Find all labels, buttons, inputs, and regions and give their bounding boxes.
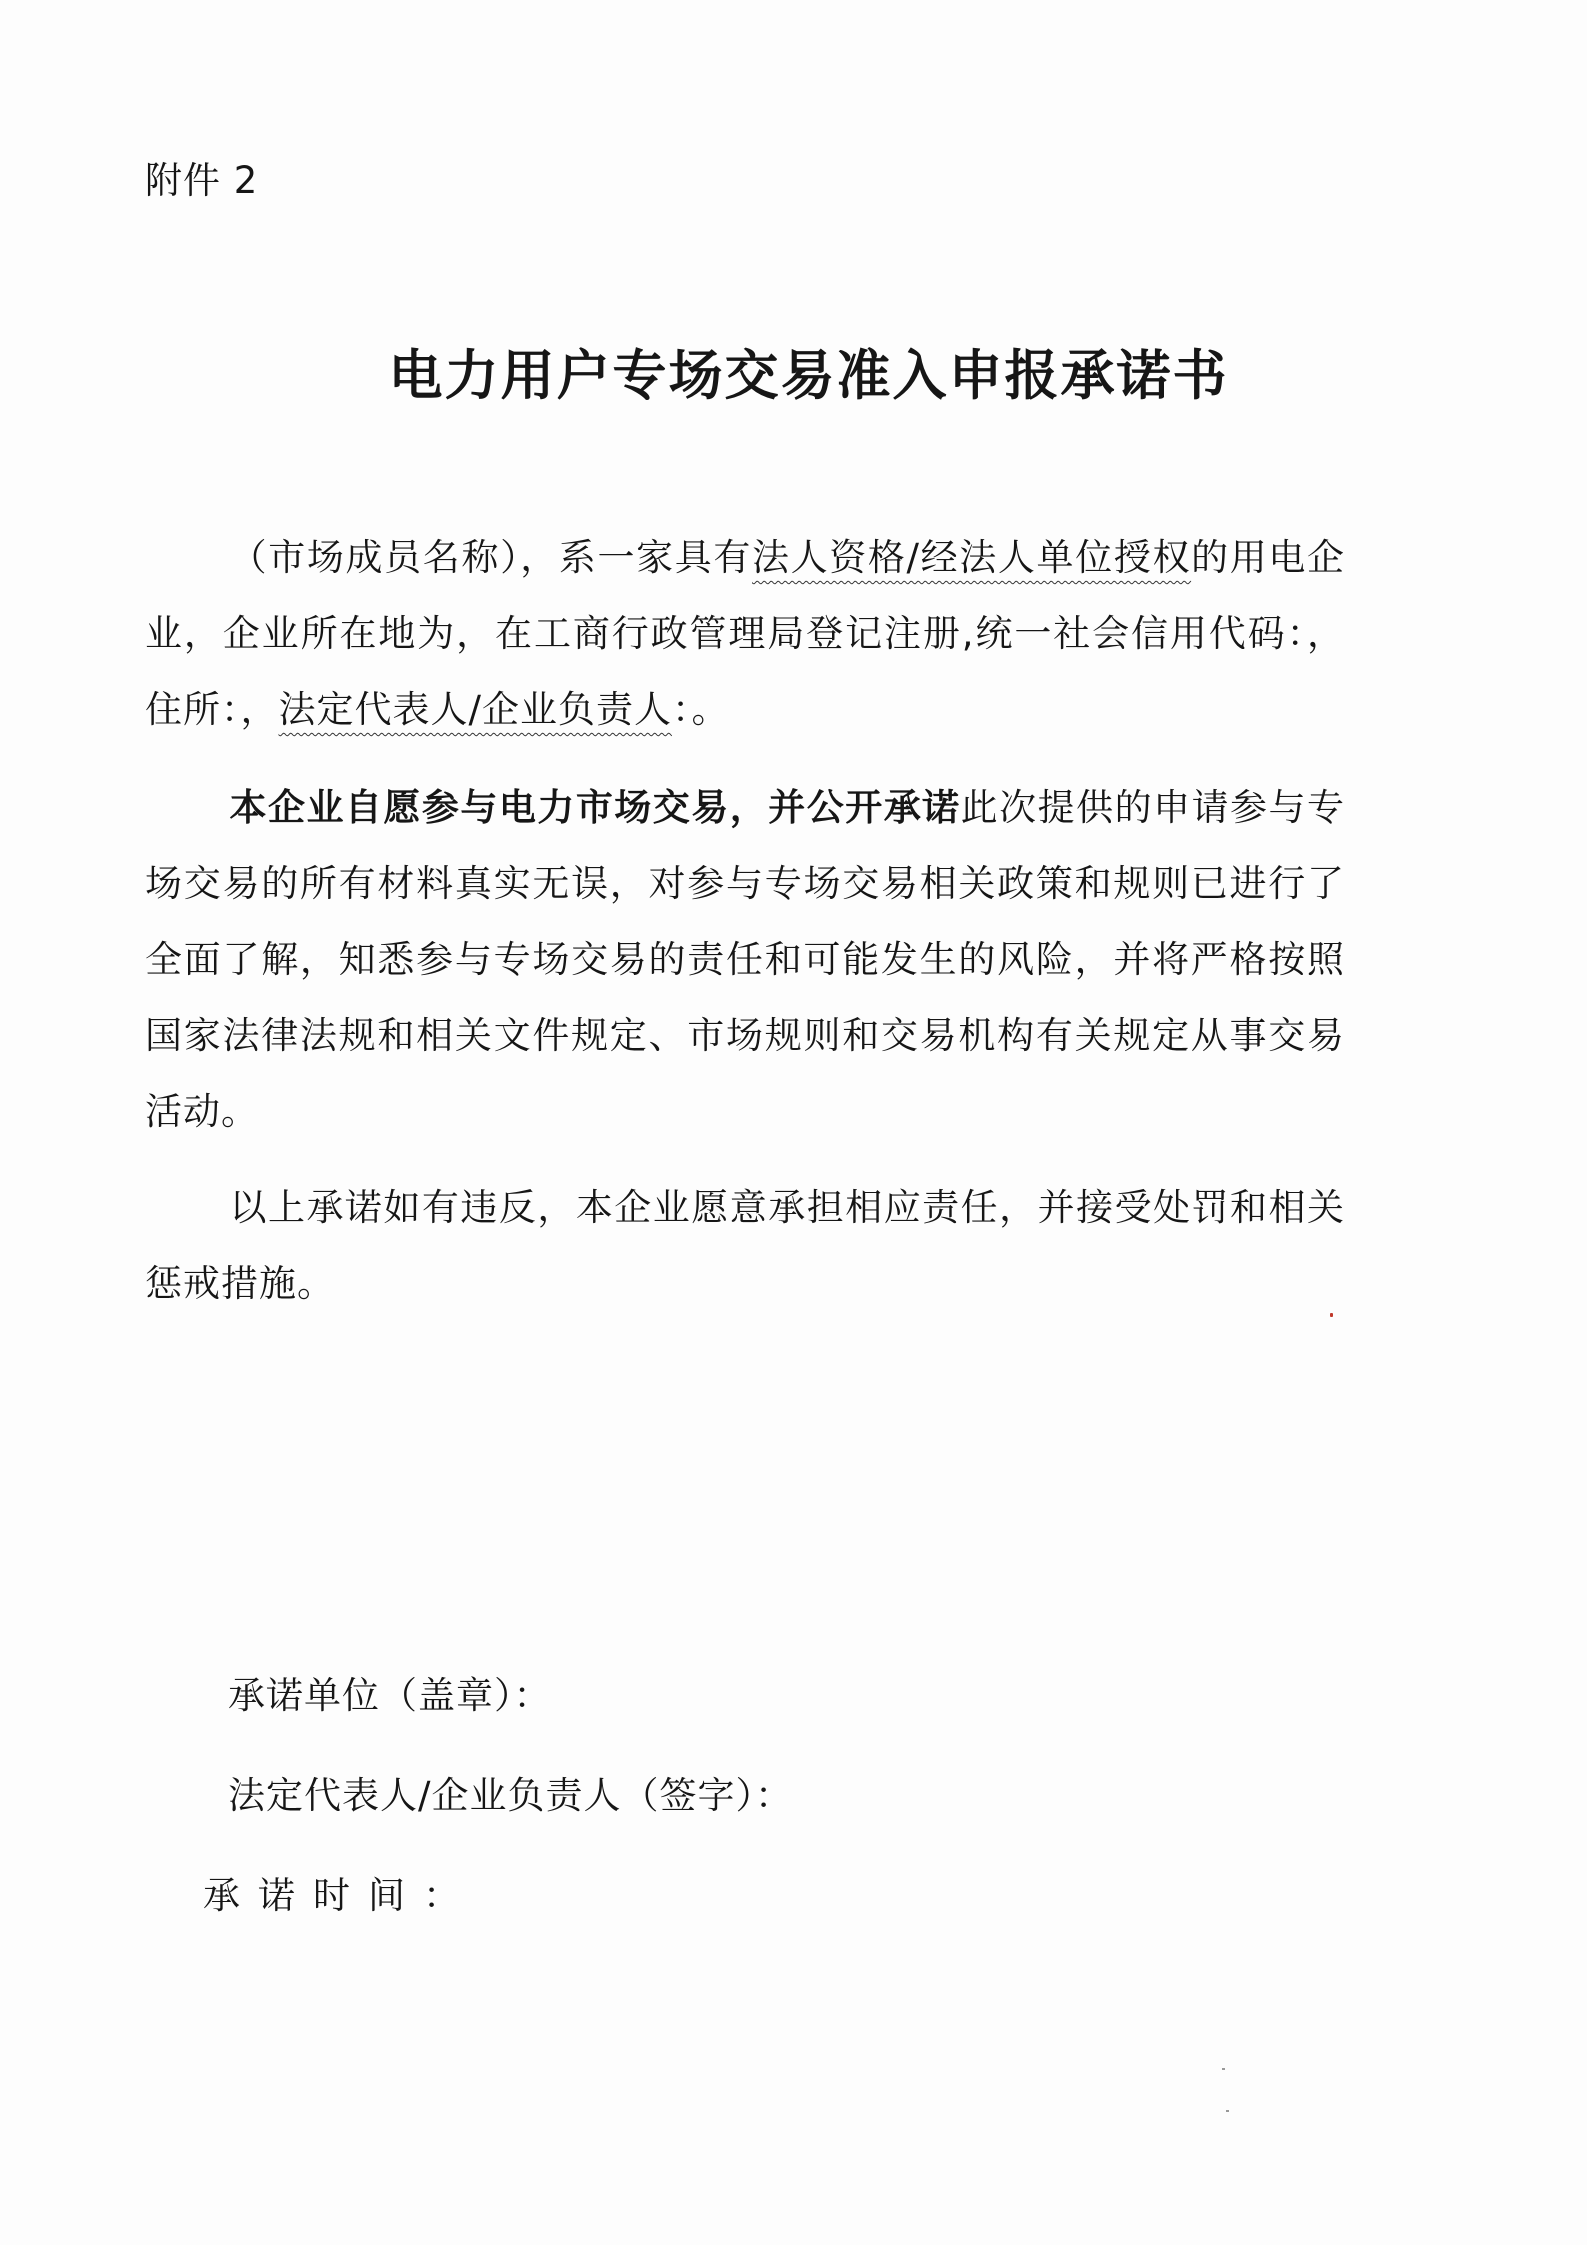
p1-text-1: （市场成员名称），系一家具有 xyxy=(229,536,753,579)
p2-bold-2: 并公开承诺 xyxy=(768,786,961,829)
p1-underlined-2: 法定代表人/企业负责人 xyxy=(278,688,672,731)
paragraph-liability xyxy=(145,1170,1345,1322)
attachment-label: 附件 2 xyxy=(145,159,259,202)
signature-time-label: 承诺时间： xyxy=(203,1874,478,1917)
scan-speck xyxy=(1330,1313,1333,1317)
paragraph-member-info xyxy=(145,520,1345,748)
paragraph-commitment xyxy=(145,770,1345,1150)
scan-speck xyxy=(1226,2110,1229,2112)
signature-unit-label: 承诺单位（盖章）： xyxy=(228,1674,552,1717)
signature-representative-label: 法定代表人/企业负责人（签字）： xyxy=(228,1774,793,1817)
p1-text-3: ：。 xyxy=(671,688,730,731)
document-title: 电力用户专场交易准入申报承诺书 xyxy=(388,344,1229,407)
p2-bold-1: 本企业自愿参与电力市场交易 xyxy=(229,786,730,829)
p2-text: 此次提供的申请参与专场交易的所有材料真实无误，对参与专场交易相关政策和规则已进行了全面了解，知悉参与专场交易的责任和可能发生的风险，并将严格按照国家法律法规和相关文件规定、市场规则和交易机构有关规定从事交易活动。 xyxy=(145,786,1346,1133)
p2-bold-sep: ， xyxy=(729,786,769,829)
p3-text: 以上承诺如有违反，本企业愿意承担相应责任，并接受处罚和相关惩戒措施。 xyxy=(145,1186,1345,1305)
scan-speck xyxy=(1222,2068,1225,2070)
p1-underlined-1: 法人资格/经法人单位授权 xyxy=(752,536,1192,579)
p1-text-2: 的用电企业，企业所在地为，在工商行政管理局登记注册,统一社会信用代码：，住所：， xyxy=(145,536,1345,731)
